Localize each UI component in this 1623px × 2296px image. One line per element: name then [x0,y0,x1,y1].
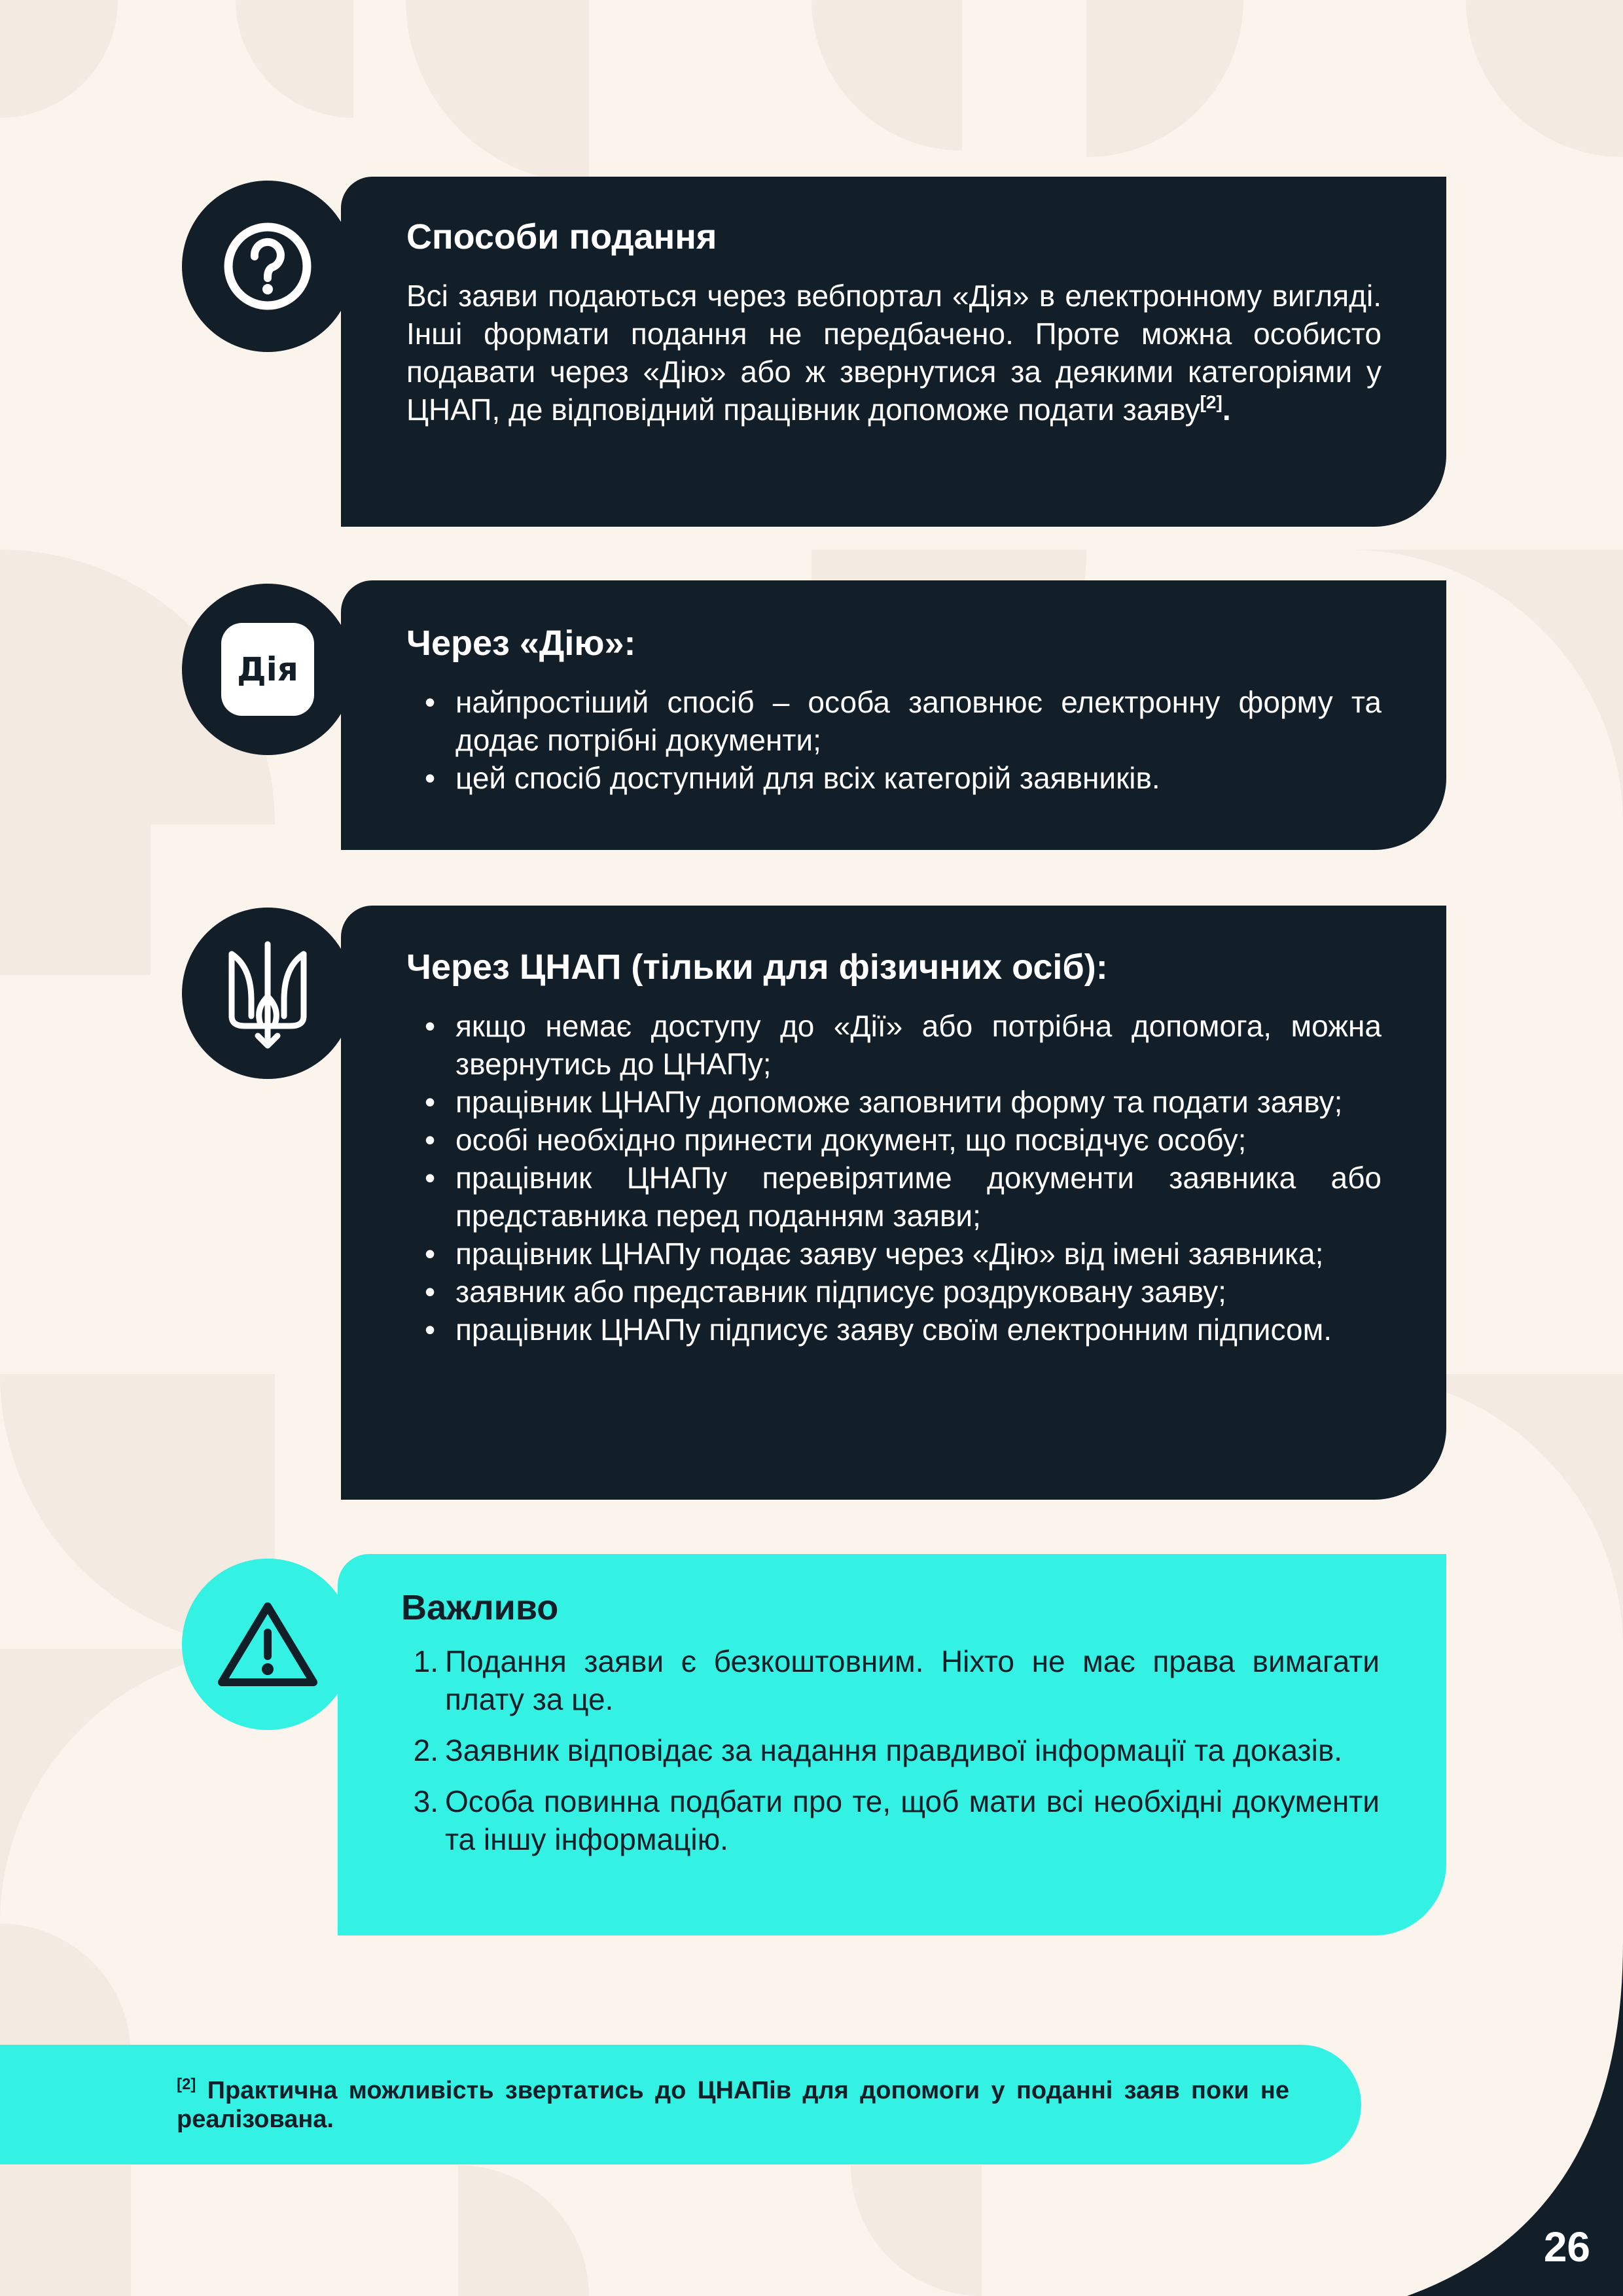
list-item: • працівник ЦНАПу перевірятиме документи заявника або представника перед поданням заяви; [406,1159,1382,1235]
diia-logo-text: Дія [237,650,298,688]
section-text-body: Всі заяви подаються через вебпортал «Дія» в електронному вигляді. Інші формати подання не передбачено. Проте можна особисто подавати через «Дію» або ж звернутися за деякими категоріями у ЦНАП, де відповідний працівник допоможе подати заяву [406,278,1382,427]
list-item: • працівник ЦНАПу підписує заяву своїм електронним підписом. [406,1311,1382,1349]
section-title: Через «Дію»: [406,624,636,663]
cnap-list [406,1007,1382,1349]
important-card [338,1554,1446,1935]
page-number: 26 [1543,2223,1590,2270]
section-title: Способи подання [406,217,717,256]
footnote-text: Практична можливість звертатись до ЦНАПів для допомоги у поданні заяв поки не реалізована. [177,2077,1289,2133]
diia-logo-icon [221,623,314,716]
corner-decoration [1407,1943,1623,2296]
sentence-end: . [1222,392,1231,427]
list-item: • цей спосіб доступний для всіх категорій заявників. [406,759,1382,797]
item-number: 3. [413,1784,438,1818]
list-item: • працівник ЦНАПу подає заяву через «Дію» від імені заявника; [406,1235,1382,1273]
diia-badge [182,584,353,755]
item-text: Подання заяви є безкоштовним. Ніхто не має права вимагати плату за це. [445,1644,1380,1716]
warning-badge [182,1559,353,1730]
footnote-band [0,2045,1361,2164]
list-item [401,1782,1380,1858]
section-title: Важливо [401,1588,559,1627]
item-number: 2. [413,1733,438,1767]
list-item: • працівник ЦНАПу допоможе заповнити форму та подати заяву; [406,1083,1382,1121]
item-number: 1. [413,1644,438,1678]
question-badge [182,181,353,352]
footnote-marker: [2] [177,2075,196,2093]
list-item: • якщо немає доступу до «Дії» або потрібна допомога, можна звернутись до ЦНАПу; [406,1007,1382,1083]
section-title: Через ЦНАП (тільки для фізичних осіб): [406,947,1108,987]
footnote-ref[interactable]: [2] [1200,391,1222,412]
item-text: Заявник відповідає за надання правдивої інформації та доказів. [445,1733,1343,1767]
important-list [401,1642,1380,1858]
item-text: Особа повинна подбати про те, щоб мати всі необхідні документи та іншу інформацію. [445,1784,1380,1856]
diia-list [406,683,1382,797]
warning-icon [215,1598,320,1690]
list-item [401,1731,1380,1769]
trident-icon [225,938,310,1049]
trident-badge [182,908,353,1079]
footnote [177,2076,1289,2134]
section-text [406,277,1382,429]
list-item: • найпростіший спосіб – особа заповнює електронну форму та додає потрібні документи; [406,683,1382,759]
list-item [401,1642,1380,1718]
via-cnap-card [341,906,1446,1500]
via-diia-card [341,580,1446,850]
submission-methods-card [341,177,1446,527]
list-item: • заявник або представник підписує роздруковану заяву; [406,1273,1382,1311]
list-item: • особі необхідно принести документ, що посвідчує особу; [406,1121,1382,1159]
question-icon [222,221,313,312]
